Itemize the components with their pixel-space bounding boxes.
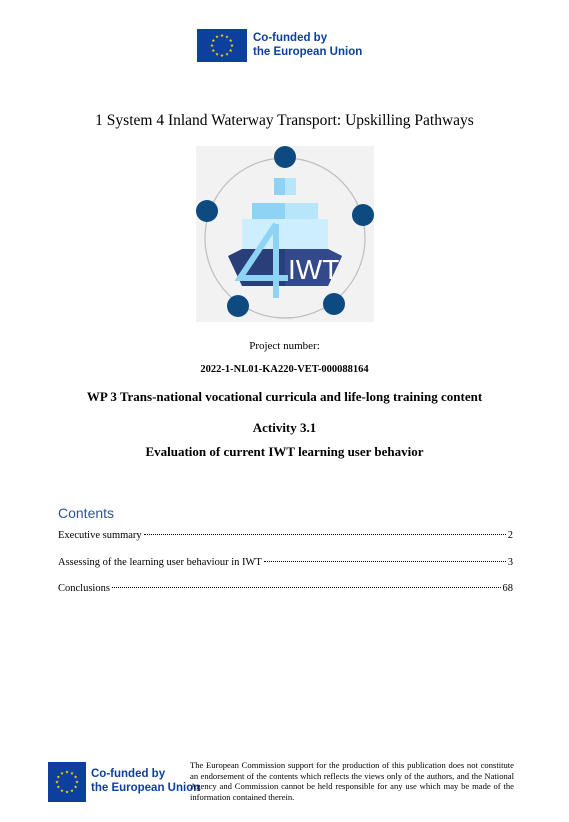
logo-dot-bottom-left	[227, 295, 249, 317]
toc-entry-title: Executive summary	[58, 530, 142, 541]
document-subtitle: Evaluation of current IWT learning user behavior	[145, 444, 424, 459]
eu-logo-line2: the European Union	[253, 45, 363, 58]
footer-disclaimer: The European Commission support for the production of this publication does not constitute an endorsement of the contents which reflects the views only of the authors, and the National Agency and Commission cannot be held responsible for any use which may be made of the information contained therein.	[190, 760, 514, 802]
toc-leader-dots	[264, 561, 506, 562]
eu-stars-icon	[48, 762, 86, 802]
toc-entry[interactable]	[58, 530, 513, 557]
toc-entry-page: 3	[507, 556, 513, 568]
logo-iwt-text: IWT	[288, 254, 340, 285]
eu-stars-icon	[197, 29, 247, 62]
logo-dot-bottom-right	[323, 293, 345, 315]
logo-dot-left	[196, 200, 218, 222]
eu-logo-text	[91, 768, 200, 796]
toc-entry[interactable]	[58, 557, 513, 584]
document-title: 1 System 4 Inland Waterway Transport: Upskilling Pathways	[95, 112, 474, 129]
project-logo	[196, 146, 374, 322]
toc-entry-page: 2	[507, 530, 513, 541]
logo-dot-top	[274, 146, 296, 168]
toc-heading: Contents	[58, 505, 115, 521]
eu-flag-icon	[197, 29, 247, 62]
toc-entry-page: 68	[502, 583, 513, 594]
eu-logo-line1: Co-funded by	[91, 768, 166, 781]
work-package-heading: WP 3 Trans-national vocational curricula and life-long training content	[86, 389, 483, 404]
logo-dot-right	[352, 204, 374, 226]
eu-logo-text	[253, 32, 362, 60]
eu-cofunded-logo-top	[197, 29, 362, 62]
toc-leader-dots	[112, 587, 501, 588]
eu-flag-icon	[48, 762, 86, 802]
eu-logo-line1: Co-funded by	[253, 31, 328, 44]
toc-leader-dots	[144, 534, 506, 535]
activity-heading: Activity 3.1	[252, 420, 317, 435]
eu-logo-line2: the European Union	[91, 782, 201, 794]
toc-entry-title: Conclusions	[58, 583, 110, 594]
eu-cofunded-logo-footer	[48, 762, 200, 802]
project-number-label: Project number:	[249, 340, 320, 352]
toc-entry[interactable]	[58, 583, 513, 610]
project-number: 2022-1-NL01-KA220-VET-000088164	[200, 364, 369, 375]
table-of-contents	[58, 530, 513, 610]
toc-entry-title: Assessing of the learning user behaviour in IWT	[58, 556, 262, 568]
